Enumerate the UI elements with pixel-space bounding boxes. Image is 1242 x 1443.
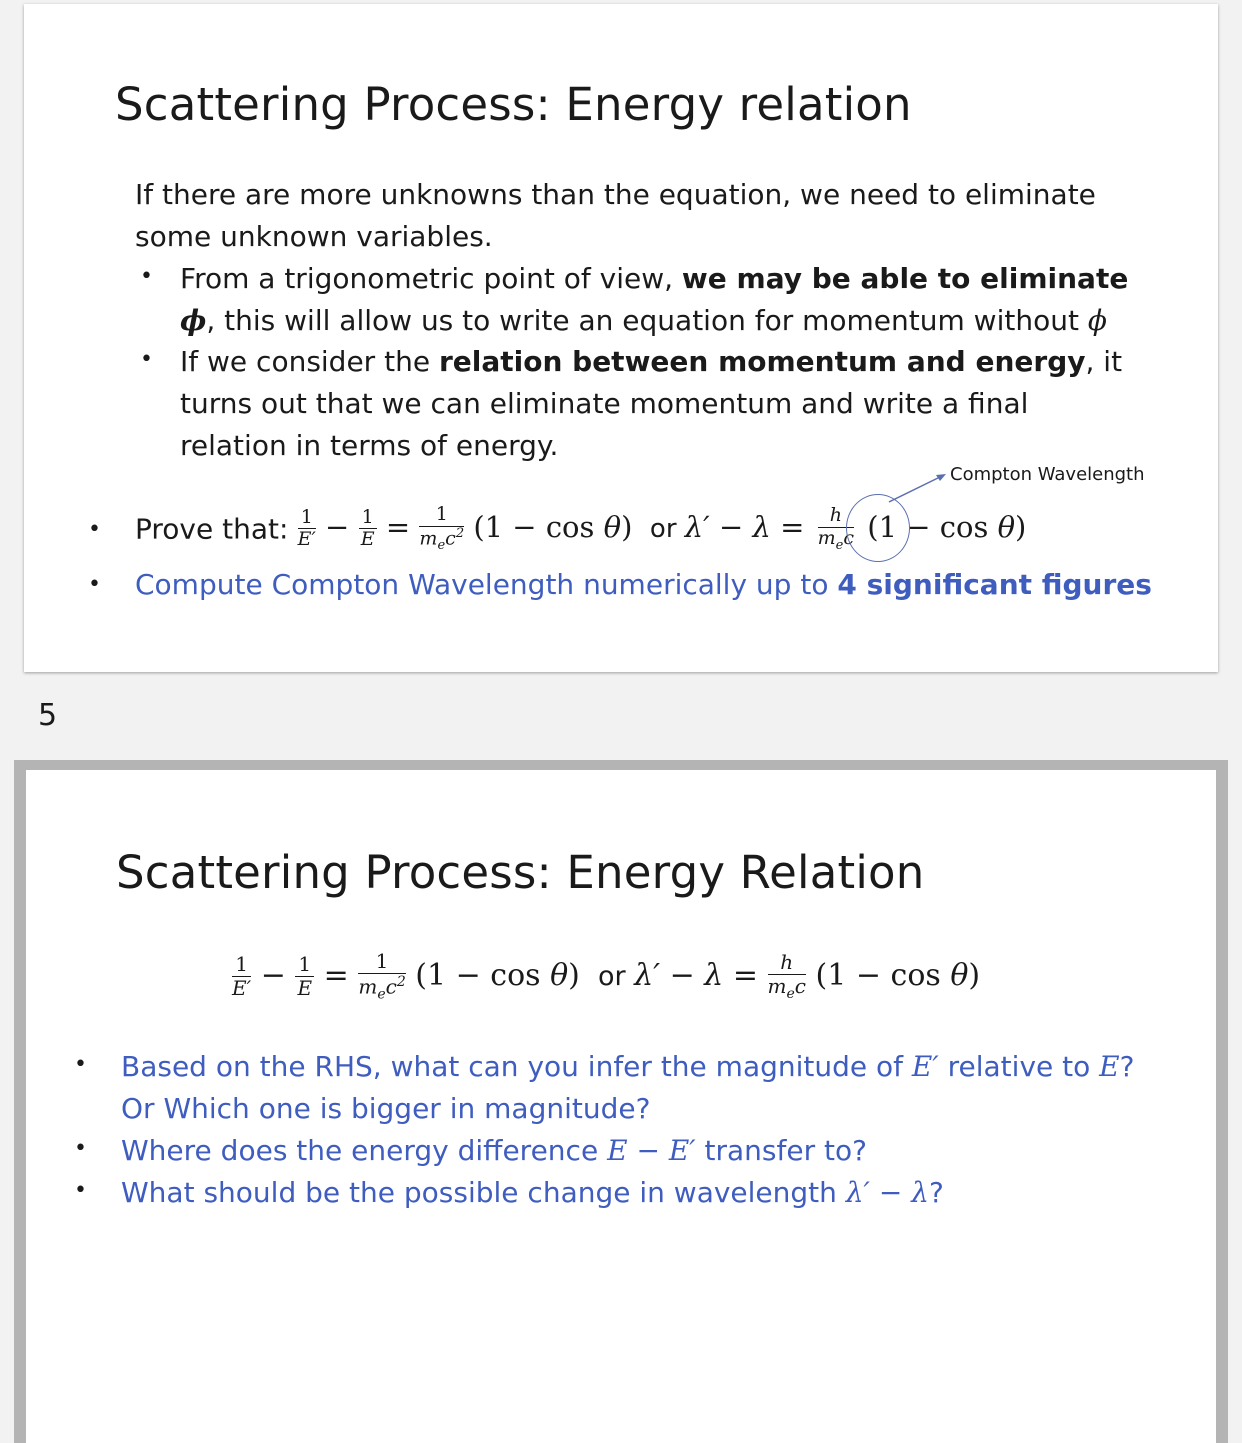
bullet-dot: • xyxy=(88,572,101,597)
intro-line-1: If there are more unknowns than the equation, we need to eliminate xyxy=(135,178,1096,211)
compute-bold: 4 significant figures xyxy=(837,568,1152,601)
question-3: What should be the possible change in wavelength λ′ − λ? xyxy=(121,1176,944,1209)
slide-1 xyxy=(24,4,1218,672)
bullet-2-bold: relation between momentum and energy xyxy=(438,345,1086,378)
bullet-1-text: From a trigonometric point of view, xyxy=(180,262,682,295)
slide-2-title: Scattering Process: Energy Relation xyxy=(116,846,925,899)
prove-label: Prove that: xyxy=(135,512,289,546)
compton-wavelength-annotation: Compton Wavelength xyxy=(950,464,1145,485)
bullet-2-text-b: , it xyxy=(1085,345,1123,378)
bullet-dot: • xyxy=(74,1178,87,1203)
bullet-dot: • xyxy=(74,1136,87,1161)
question-1-line-2: Or Which one is bigger in magnitude? xyxy=(121,1092,651,1125)
bullet-2-text: If we consider the xyxy=(180,345,439,378)
bullet-1-text-b: , this will allow us to write an equation for momentum without xyxy=(206,304,1088,337)
phi-symbol-end: ϕ xyxy=(1087,304,1107,337)
bullet-1 xyxy=(180,258,1190,342)
question-3-text: What should be the possible change in wavelength xyxy=(121,1176,846,1209)
question-2-text: Where does the energy difference xyxy=(121,1134,608,1167)
slide-2 xyxy=(14,760,1228,1443)
question-1-text: Based on the RHS, what can you infer the magnitude of xyxy=(121,1050,912,1083)
bullet-2-line-3: relation in terms of energy. xyxy=(180,429,559,462)
compute-text: Compute Compton Wavelength numerically up to xyxy=(135,568,838,601)
bullet-dot: • xyxy=(140,347,153,372)
slide-2-content xyxy=(26,770,1216,1443)
intro-line-2: some unknown variables. xyxy=(135,220,493,253)
question-1-text-b: relative to xyxy=(938,1050,1100,1083)
bullet-2-line-2: turns out that we can eliminate momentum and write a final xyxy=(180,387,1029,420)
compton-circle xyxy=(846,494,910,562)
question-1: Based on the RHS, what can you infer the magnitude of E′ relative to E? Or Which one is bigger in magnitude? xyxy=(121,1046,1201,1130)
slide-1-intro xyxy=(135,174,1195,258)
bullet-dot: • xyxy=(74,1052,87,1077)
slide-1-title: Scattering Process: Energy relation xyxy=(115,78,912,131)
energy-relation-equation: $\frac{1}{E'}$ − $\frac{1}{E}$ = $\frac{1}{m_ec^2}$ (1 − cos θ) or λ′ − λ = $\frac{h}{m_ec}$ (1 − cos θ) xyxy=(232,949,981,1003)
prove-equation: Prove that: $\frac{1}{E'}$ − $\frac{1}{E}$ = $\frac{1}{m_ec^2}$ (1 − cos θ) or λ′ − λ = $\frac{h}{m_ec}$ (1 − cos θ) xyxy=(135,503,1027,553)
page-number: 5 xyxy=(38,698,58,733)
question-2-text-b: transfer to? xyxy=(695,1134,867,1167)
question-2: Where does the energy difference E − E′ transfer to? xyxy=(121,1134,867,1167)
bullet-1-bold: we may be able to eliminate xyxy=(681,262,1129,295)
phi-symbol: ϕ xyxy=(180,304,207,337)
bullet-dot: • xyxy=(88,517,101,542)
compute-line xyxy=(135,564,1152,606)
bullet-2 xyxy=(180,341,1190,467)
bullet-dot: • xyxy=(140,264,153,289)
